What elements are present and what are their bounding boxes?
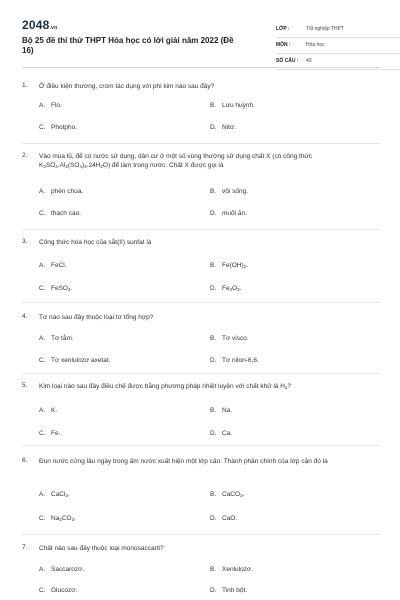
meta-value: Tốt nghiệp THPT <box>306 26 344 32</box>
option-key: D. <box>210 285 217 292</box>
question-number: 5. <box>22 382 28 389</box>
question-number: 1. <box>22 82 28 89</box>
option-text: thạch cao. <box>51 210 81 217</box>
option-key: A. <box>39 262 46 269</box>
question-text: Kim loại nào sau đây điều chế được bằng phương pháp nhiệt luyện với chất khử là $H_2$? <box>39 383 292 390</box>
option-text: $Na_2CO_3$. <box>51 515 76 522</box>
meta-value: 40 <box>306 58 312 64</box>
question-divider <box>22 302 380 303</box>
option-key: B. <box>210 566 217 573</box>
option-key: B. <box>210 491 217 498</box>
option-text: muối ăn. <box>222 210 247 217</box>
option-text: Fe. <box>51 430 61 437</box>
question-divider <box>22 534 380 535</box>
option-key: D. <box>210 210 217 217</box>
option-text: Photpho. <box>51 124 78 131</box>
page-header <box>22 12 380 62</box>
option-text: vôi sống. <box>222 188 249 195</box>
question-number: 6. <box>22 457 28 464</box>
option-key: C. <box>39 285 46 292</box>
question <box>22 238 380 294</box>
option-key: A. <box>39 188 46 195</box>
option-key: C. <box>39 515 46 522</box>
option-text: phèn chua. <box>51 188 84 195</box>
answer-option[interactable] <box>39 491 70 498</box>
option-text: CaCl$_2$. <box>51 491 70 498</box>
answer-option[interactable] <box>210 188 248 195</box>
option-text: Tơ xenlulozơ axetat. <box>51 357 111 364</box>
answer-option[interactable] <box>210 566 253 573</box>
option-key: B. <box>210 262 217 269</box>
option-text: Xenlulozơ. <box>222 566 254 573</box>
answer-option[interactable] <box>210 285 242 292</box>
exam-meta <box>276 22 400 70</box>
question <box>22 457 380 525</box>
option-key: D. <box>210 430 217 437</box>
question-number: 7. <box>22 544 28 551</box>
answer-option[interactable] <box>39 210 81 217</box>
header-divider <box>22 67 380 68</box>
question <box>22 82 380 132</box>
site-logo[interactable] <box>22 18 57 32</box>
answer-option[interactable] <box>210 262 248 269</box>
question <box>22 544 380 598</box>
option-key: C. <box>39 587 46 594</box>
answer-option[interactable] <box>210 587 247 594</box>
question-text: Công thức hóa học của sắt(II) sunfat là <box>39 239 152 246</box>
question-number: 3. <box>22 238 28 245</box>
option-key: B. <box>210 102 217 109</box>
answer-option[interactable] <box>39 124 77 131</box>
answer-option[interactable] <box>39 335 74 342</box>
question <box>22 382 380 438</box>
question-text: Tơ nào sau đây thuộc loại tơ tổng hợp? <box>39 314 154 321</box>
option-key: B. <box>210 188 217 195</box>
option-key: B. <box>210 407 217 414</box>
answer-option[interactable] <box>210 124 236 131</box>
answer-option[interactable] <box>39 188 83 195</box>
option-text: Nitơ. <box>222 124 237 131</box>
document-title: Bộ 25 đề thi thử THPT Hóa học có lời giải năm 2022 (Đề 16) <box>22 36 234 55</box>
option-text: Na. <box>222 407 233 414</box>
meta-label: LỚP : <box>276 26 290 32</box>
option-key: C. <box>39 124 46 131</box>
answer-option[interactable] <box>39 102 62 109</box>
answer-option[interactable] <box>210 210 247 217</box>
answer-option[interactable] <box>210 430 232 437</box>
meta-row-subject <box>276 38 400 54</box>
option-text: Tơ visco. <box>222 335 249 342</box>
option-text: CaO. <box>222 515 238 522</box>
option-key: D. <box>210 357 217 364</box>
answer-option[interactable] <box>39 587 77 594</box>
option-text: Glucozơ. <box>51 587 78 594</box>
option-text: CaCO$_3$. <box>222 491 245 498</box>
option-key: A. <box>39 566 46 573</box>
option-key: A. <box>39 407 46 414</box>
option-key: D. <box>210 587 217 594</box>
question-number: 2. <box>22 152 28 159</box>
meta-label: MÔN : <box>276 42 291 48</box>
answer-option[interactable] <box>39 407 57 414</box>
meta-label: SỐ CÂU : <box>276 58 299 64</box>
answer-option[interactable] <box>210 357 259 364</box>
answer-option[interactable] <box>210 335 249 342</box>
question-divider <box>22 373 380 374</box>
option-text: Ca. <box>222 430 233 437</box>
option-text: $Fe_2O_3$. <box>222 285 242 292</box>
option-text: Lưu huỳnh. <box>222 102 255 109</box>
question <box>22 152 380 222</box>
meta-value: Hóa học <box>306 42 325 48</box>
question-text: Chất nào sau đây thuộc loại monosaccarit? <box>39 545 164 552</box>
option-text: FeSO$_4$. <box>51 285 73 292</box>
option-key: C. <box>39 430 46 437</box>
answer-option[interactable] <box>39 566 84 573</box>
answer-option[interactable] <box>39 357 110 364</box>
option-key: A. <box>39 335 46 342</box>
option-text: Tơ tằm. <box>51 335 74 342</box>
option-text: Flo. <box>51 102 62 109</box>
option-key: C. <box>39 357 46 364</box>
answer-option[interactable] <box>210 491 244 498</box>
option-key: D. <box>210 515 217 522</box>
question-number: 4. <box>22 313 28 320</box>
logo-text: 2048 <box>22 18 50 32</box>
answer-option[interactable] <box>39 515 76 522</box>
option-text: Tinh bột. <box>222 587 248 594</box>
question-divider <box>22 445 380 446</box>
meta-row-class <box>276 22 400 38</box>
question-text: Ở điều kiện thường, crom tác dụng với phi kim nào sau đây? <box>39 83 215 90</box>
answer-option[interactable] <box>39 285 72 292</box>
option-text: $Fe(OH)_2$. <box>222 262 248 269</box>
question-divider <box>22 229 380 230</box>
answer-option[interactable] <box>39 430 60 437</box>
option-key: A. <box>39 491 46 498</box>
answer-option[interactable] <box>210 515 237 522</box>
option-key: C. <box>39 210 46 217</box>
question-divider <box>22 143 380 144</box>
option-key: D. <box>210 124 217 131</box>
answer-option[interactable] <box>210 407 232 414</box>
option-text: Saccarozơ. <box>51 566 85 573</box>
question <box>22 313 380 365</box>
answer-option[interactable] <box>39 262 67 269</box>
answer-option[interactable] <box>210 102 255 109</box>
question-text: Đun nước cứng lâu ngày trong ấm nước xuất hiện một lớp cặn. Thành phần chính của lớp cặn đó là <box>39 458 328 465</box>
option-text: K. <box>51 407 58 414</box>
option-key: A. <box>39 102 46 109</box>
logo-suffix: .vn <box>49 25 58 31</box>
option-text: Tơ nilon-6,6. <box>222 357 259 364</box>
question-text: Vào mùa lũ, để có nước sử dụng, dân cư ở một số vùng thường sử dụng chất X (có công thức $K_2SO_4.Al_2(SO_4)_3.24H_2O$) để làm trong nước. Chất X được gọi là <box>39 153 313 169</box>
option-text: FeCl. <box>51 262 67 269</box>
option-key: B. <box>210 335 217 342</box>
